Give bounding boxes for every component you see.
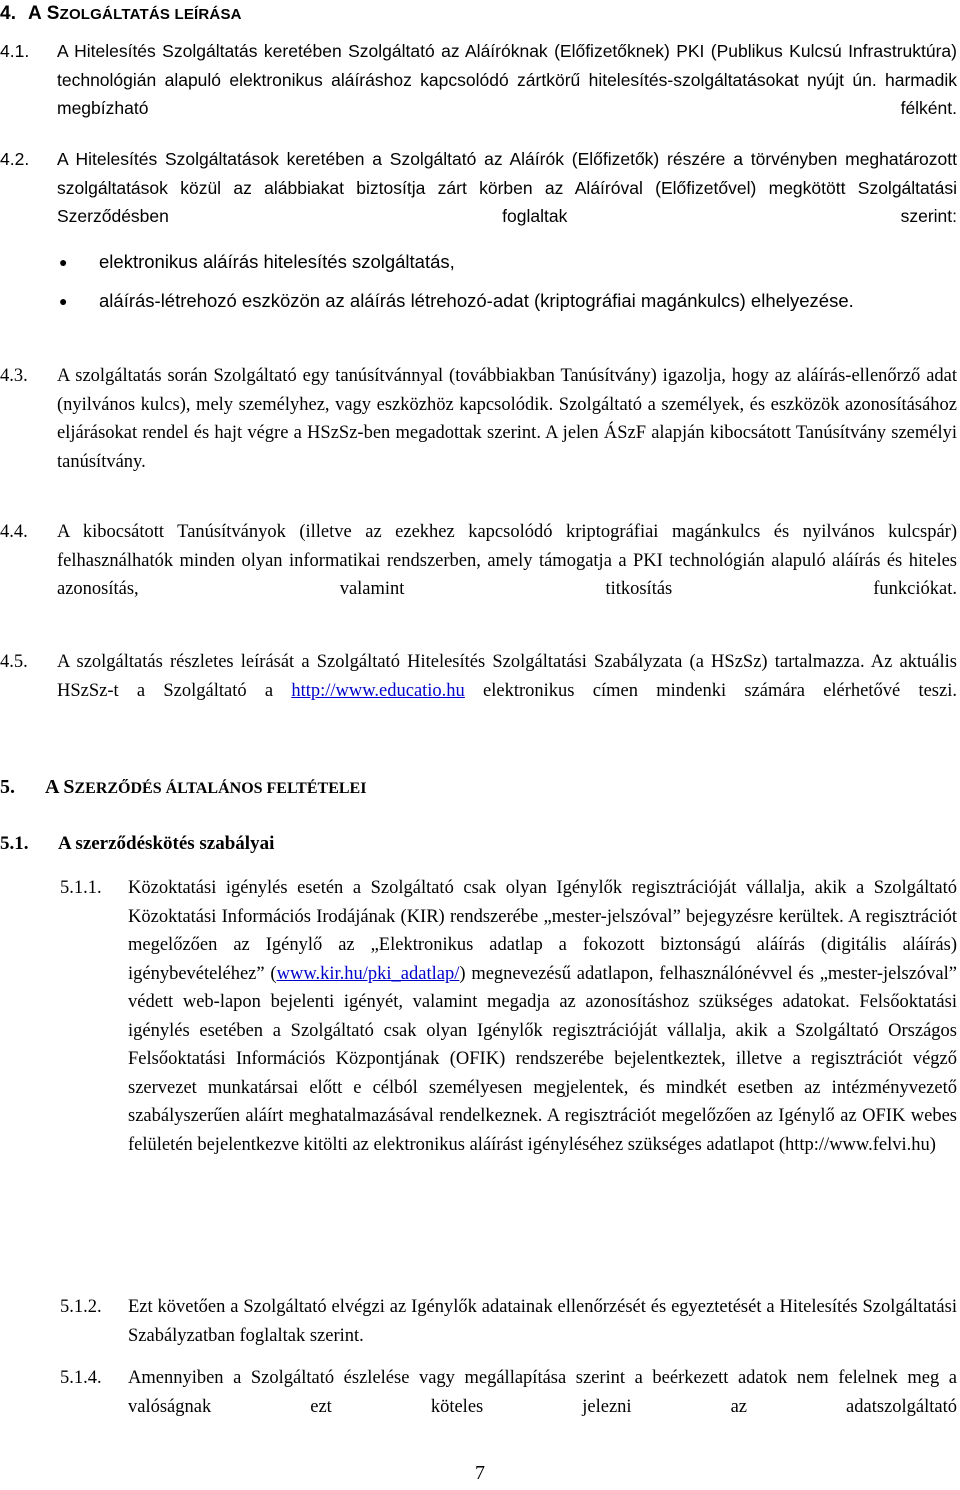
section-4-heading bbox=[0, 3, 242, 25]
bullet-icon: ● bbox=[59, 292, 68, 309]
item-5-1-4-number: 5.1.4. bbox=[60, 1368, 102, 1388]
bullet-icon: ● bbox=[59, 254, 68, 270]
page-number: 7 bbox=[475, 1462, 485, 1484]
bullet-text: aláírás-létrehozó eszközön az aláírás létrehozó-adat (kriptográfiai magánkulcs) elhelyezése. bbox=[99, 289, 854, 311]
list-item bbox=[57, 287, 957, 316]
item-5-1-2 bbox=[60, 1293, 957, 1350]
bullet-text: elektronikus aláírás hitelesítés szolgáltatás, bbox=[99, 251, 455, 272]
paragraph-4-5 bbox=[0, 648, 957, 734]
item-5-1-2-number: 5.1.2. bbox=[60, 1297, 102, 1317]
item-5-1-1 bbox=[60, 874, 957, 1159]
paragraph-4-1 bbox=[0, 37, 957, 151]
bullet-list bbox=[57, 248, 957, 315]
paragraph-4-4-number: 4.4. bbox=[0, 522, 28, 542]
paragraph-4-5-number: 4.5. bbox=[0, 652, 28, 672]
paragraph-4-5-text bbox=[0, 648, 957, 734]
subsection-5-1-heading bbox=[0, 833, 274, 855]
section-5-title-rest: ZERZŐDÉS ÁLTALÁNOS FELTÉTELEI bbox=[74, 780, 367, 797]
paragraph-4-2 bbox=[0, 145, 957, 259]
subsection-5-1-number: 5.1. bbox=[0, 833, 29, 854]
section-4-number: 4. bbox=[0, 3, 17, 24]
item-5-1-1-text bbox=[60, 874, 957, 1159]
paragraph-4-5-text-before: A szolgáltatás részletes leírását a Szolgáltató Hitelesítés Szolgáltatási Szabályzata (a HSzSz) tartalmazza. Az aktuális HSzSz-t a Szolgáltató a bbox=[57, 652, 957, 701]
paragraph-4-1-text: A Hitelesítés Szolgáltatás keretében Szolgáltató az Aláíróknak (Előfizetőknek) PKI (Publikus Kulcsú Infrastruktúra) technológián alapuló elektronikus aláíráshoz kapcsolódó zártkörű hitelesítés-szolgáltatásokat nyújt ún. harmadik megbízható félként. bbox=[57, 41, 957, 118]
paragraph-4-2-number: 4.2. bbox=[0, 149, 30, 169]
paragraph-4-2-text: A Hitelesítés Szolgáltatások keretében a Szolgáltató az Aláírók (Előfizetők) részére a törvényben meghatározott szolgáltatások közül az alábbiakat biztosítja zárt körben az Aláíróval (Előfizetővel) megkötött Szolgáltatási Szerződésben foglaltak szerint: bbox=[57, 149, 957, 226]
paragraph-4-3-number: 4.3. bbox=[0, 366, 28, 386]
item-5-1-1-number: 5.1.1. bbox=[60, 878, 102, 898]
kir-adatlap-link[interactable]: www.kir.hu/pki_adatlap/ bbox=[276, 963, 460, 984]
section-4-title-first: A S bbox=[28, 3, 60, 24]
section-5-title-first: A S bbox=[45, 776, 75, 798]
list-item bbox=[57, 248, 957, 277]
paragraph-4-3-text: A szolgáltatás során Szolgáltató egy tanúsítvánnyal (továbbiakban Tanúsítvány) igazolja, hogy az aláírás-ellenőrző adat (nyilvános kulcs), mely személyhez, vagy eszközhöz kapcsolódik. Szolgáltató a személyek, és eszközök azonosításához eljárásokat rendel és hajt végre a HSzSz-ben megadottak szerint. A jelen ÁSzF alapján kibocsátott Tanúsítvány személyi tanúsítvány. bbox=[57, 366, 957, 472]
paragraph-4-5-text-after: elektronikus címen mindenki számára elérhetővé teszi. bbox=[464, 680, 957, 701]
item-5-1-2-text: Ezt követően a Szolgáltató elvégzi az Igénylők adatainak ellenőrzését és egyeztetését a Hitelesítés Szolgáltatási Szabályzatban foglaltak szerint. bbox=[128, 1297, 957, 1346]
item-5-1-4 bbox=[60, 1364, 957, 1421]
paragraph-4-1-number: 4.1. bbox=[0, 41, 30, 61]
item-5-1-1-text-b: ) megnevezésű adatlapon, felhasználónévvel és „mester-jelszóval” védett web-lapon bejelenti igényét, valamint megadja az azonosításhoz szükséges adatokat. Felsőoktatási igénylés esetében a Szolgáltató csak olyan Igénylők regisztrációját vállalja, akik a Szolgáltató Országos Felsőoktatási Információs Központjának (OFIK) rendszerébe bejelentkeztek, illetve a regisztrációt végző szervezet munkatársai előtt e célból személyesen megjelentek, és mindkét esetben az intézményvezető szabályszerűen aláírt meghatalmazásával rendelkeznek. A regisztrációt megelőzően az Igénylő az OFIK webes felületén bejelentkezve kitölti az elektronikus aláírást igényléséhez szükséges adatlapot (http://www.felvi.hu) bbox=[128, 963, 957, 1155]
paragraph-4-3 bbox=[0, 362, 957, 505]
section-4-title-rest: ZOLGÁLTATÁS LEÍRÁSA bbox=[59, 6, 242, 23]
item-5-1-4-text: Amennyiben a Szolgáltató észlelése vagy megállapítása szerint a beérkezett adatok nem felelnek meg a valóságnak ezt köteles jelezni az adatszolgáltató bbox=[128, 1368, 957, 1417]
section-5-heading bbox=[0, 776, 366, 799]
paragraph-4-4-text: A kibocsátott Tanúsítványok (illetve az ezekhez kapcsolódó kriptográfiai magánkulcs és nyilvános kulcspár) felhasználhatók minden olyan informatikai rendszerben, amely támogatja a PKI technológián alapuló aláírás és hiteles azonosítás, valamint titkosítás funkciókat. bbox=[57, 522, 957, 599]
item-5-1-1-text-a: Közoktatási igénylés esetén a Szolgáltató csak olyan Igénylők regisztrációját vállalja, akik a Szolgáltató Közoktatási Információs Irodájának (KIR) rendszerébe „mester-jelszóval” bejegyzésre kerültek. A regisztrációt megelőzően az Igénylő az „Elektronikus adatlap a fokozott biztonságú aláírás (digitális aláírás) igénybevételéhez” ( bbox=[128, 878, 957, 984]
educatio-link[interactable]: http://www.educatio.hu bbox=[291, 680, 465, 701]
subsection-5-1-title: A szerződéskötés szabályai bbox=[58, 833, 275, 854]
paragraph-4-4 bbox=[0, 518, 957, 632]
section-5-number: 5. bbox=[0, 776, 15, 798]
